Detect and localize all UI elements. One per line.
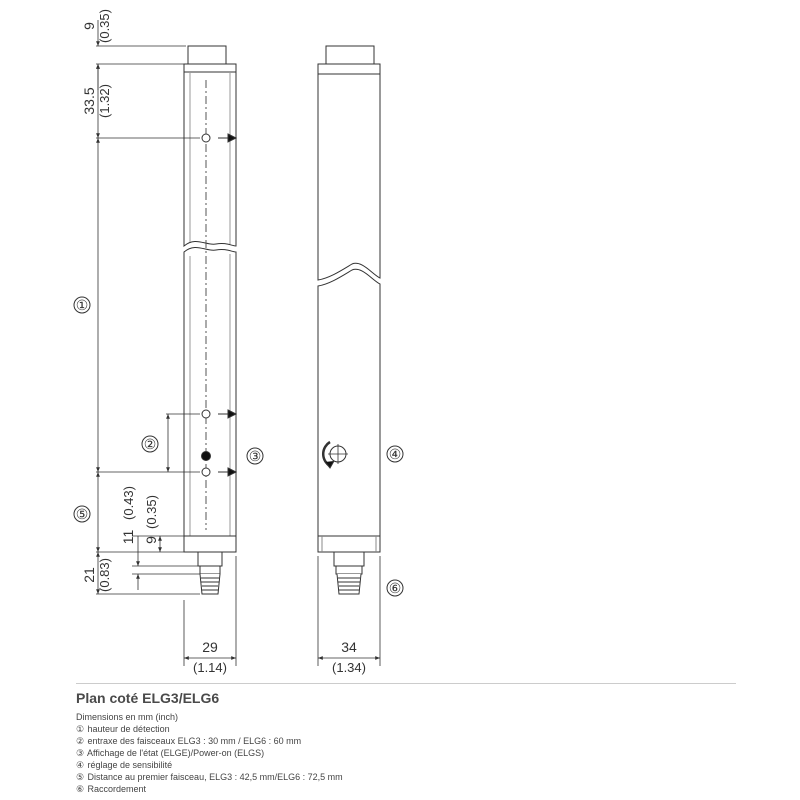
legend-item-text: Raccordement [87,784,147,794]
callout-1: ① [75,297,89,313]
legend-item-number: ⑥ [76,784,85,794]
legend-item [76,747,736,759]
beam-lens [202,410,210,418]
dim-width-front-mm: 29 [202,639,218,655]
dim-first-beam-in: (1.32) [97,84,112,118]
side-view [318,46,380,666]
legend-item-text: réglage de sensibilité [87,760,173,770]
dim-connector-in: (0.83) [97,558,112,592]
legend-item [76,759,736,771]
dim-width-front-in: (1.14) [193,660,227,675]
dim-width-side-mm: 34 [341,639,357,655]
dim-top-cap-in: (0.35) [97,9,112,43]
callout-2: ② [143,436,157,452]
dim-connector-mm: 21 [81,567,97,583]
legend-units: Dimensions en mm (inch) [76,712,179,722]
front-view [184,46,236,594]
callout-4: ④ [388,446,402,462]
beam-lens [202,134,210,142]
dim-beam-offset-in: (0.35) [144,495,159,529]
beam-lens [202,468,210,476]
front-top-cap [188,46,226,64]
dim-width-side-in: (1.34) [332,660,366,675]
status-led [202,452,211,461]
callout-3: ③ [248,448,262,464]
legend-item-text: hauteur de détection [87,724,170,734]
legend-title: Plan coté ELG3/ELG6 [76,690,220,706]
legend-item-number: ① [76,724,85,734]
legend-item-text: Distance au premier faisceau, ELG3 : 42,5 mm/ELG6 : 72,5 mm [87,772,343,782]
legend-item-number: ⑤ [76,772,85,782]
legend-item-number: ② [76,736,85,746]
legend-item [76,783,736,795]
legend-item-text: entraxe des faisceaux ELG3 : 30 mm / ELG6 : 60 mm [87,736,302,746]
dim-conn-offset-mm: 11 [120,529,136,545]
dim-first-beam-mm: 33.5 [81,87,97,115]
legend-item-number: ④ [76,760,85,770]
legend-item [76,735,736,747]
side-top-cap [326,46,374,64]
legend-item [76,723,736,735]
callout-6: ⑥ [388,580,402,596]
legend [76,683,736,795]
legend-item-number: ③ [76,748,85,758]
dim-beam-offset-mm: 9 [143,536,159,544]
legend-list [76,723,736,795]
legend-item-text: Affichage de l'état (ELGE)/Power-on (ELGS) [87,748,265,758]
dim-conn-offset-in: (0.43) [121,486,136,520]
dim-top-cap-mm: 9 [81,22,97,30]
legend-item [76,771,736,783]
callout-5: ⑤ [75,506,89,522]
